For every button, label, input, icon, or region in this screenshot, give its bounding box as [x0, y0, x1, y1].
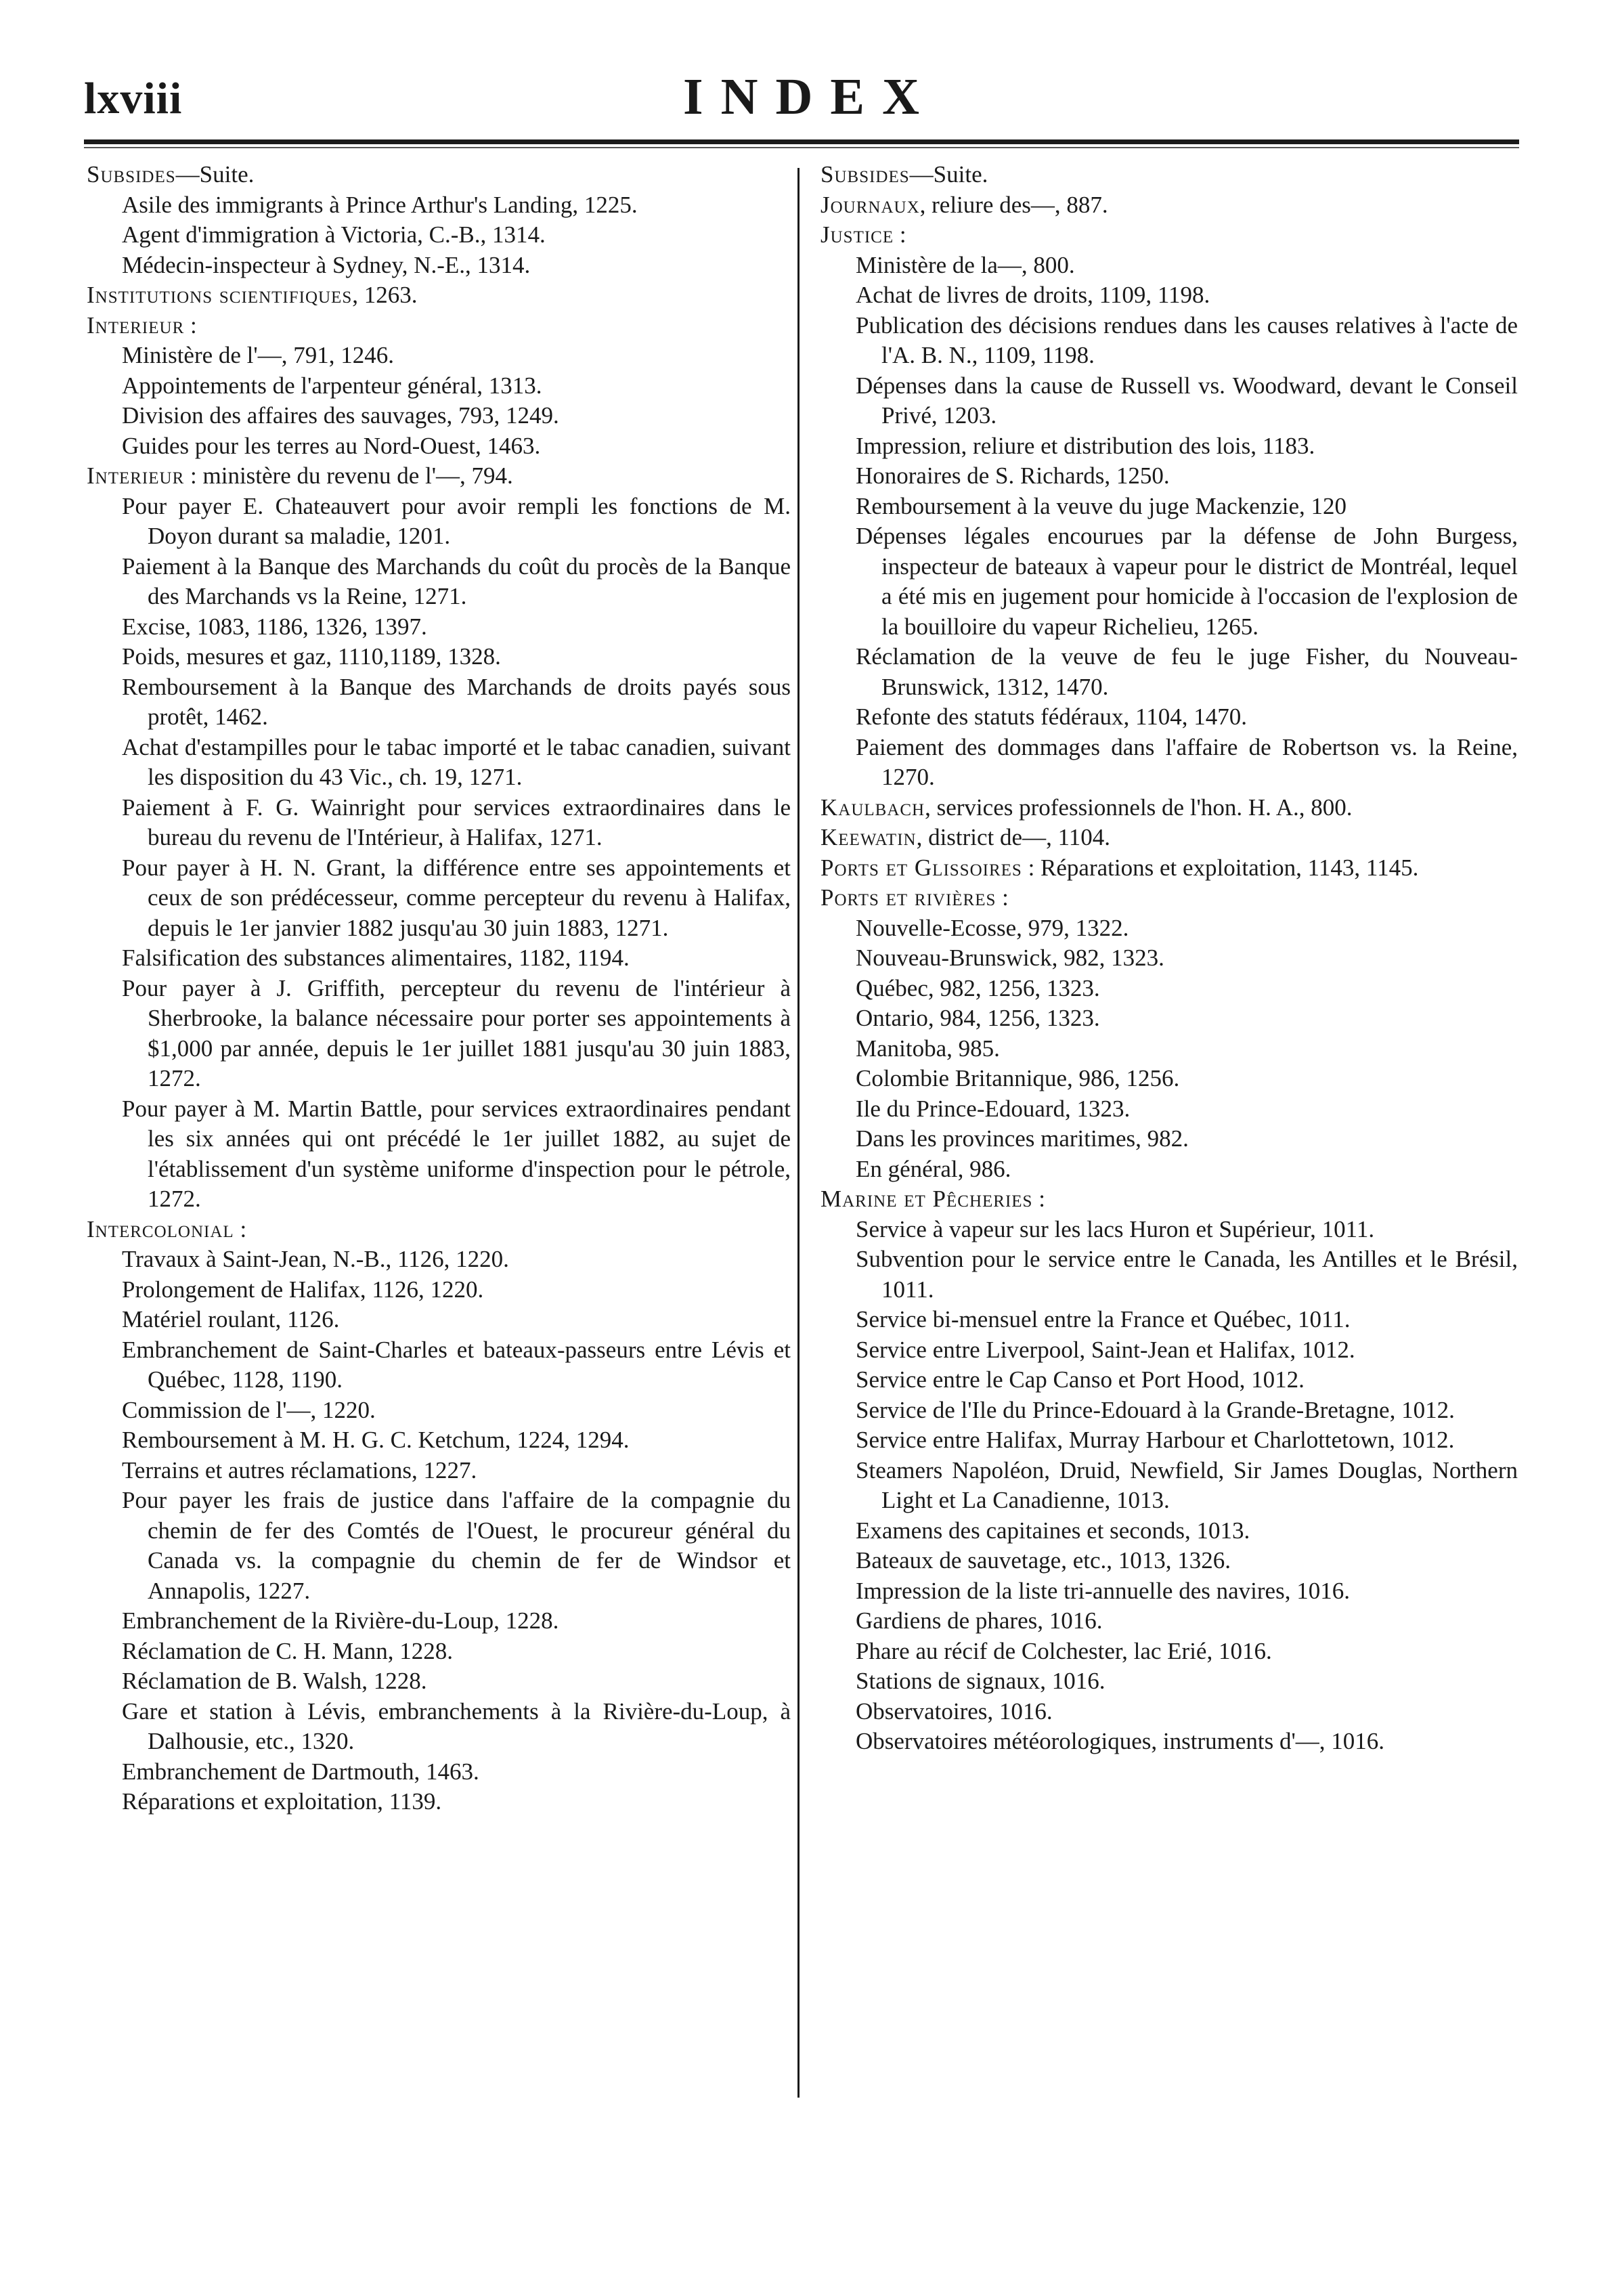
index-entry: Observatoires météorologiques, instruments d'—, 1016. [856, 1728, 1385, 1754]
index-entry: Ontario, 984, 1256, 1323. [856, 1005, 1100, 1031]
index-entry: Service de l'Ile du Prince-Edouard à la Grande-Bretagne, 1012. [856, 1396, 1455, 1423]
index-entry: Remboursement à la veuve du juge Mackenzie, 120 [856, 492, 1347, 519]
index-entry: Réclamation de la veuve de feu le juge Fisher, du Nouveau-Brunswick, 1312, 1470. [856, 643, 1518, 700]
index-entry: Phare au récif de Colchester, lac Erié, 1016. [856, 1637, 1272, 1664]
index-entry: Guides pour les terres au Nord-Ouest, 1463. [122, 432, 541, 459]
index-entry: Québec, 982, 1256, 1323. [856, 974, 1100, 1001]
index-entry: Travaux à Saint-Jean, N.-B., 1126, 1220. [122, 1246, 509, 1272]
index-entry: Pour payer à M. Martin Battle, pour services extraordinaires pendant les six années qui ont précédé le 1er juillet 1882, au sujet de l'établissement d'un système uniforme d'inspection pour le pétrole, 1272. [122, 1095, 791, 1212]
index-entry: Ministère de l'—, 791, 1246. [122, 342, 394, 368]
index-entry: Service entre Liverpool, Saint-Jean et Halifax, 1012. [856, 1336, 1355, 1363]
index-entry: Pour payer à J. Griffith, percepteur du revenu de l'intérieur à Sherbrooke, la balance nécessaire pour porter ses appointements à $1,000 par année, depuis le 1er juillet 1881 jusqu'au 30 juin 1883, 1272. [122, 974, 791, 1091]
index-entry: Service entre le Cap Canso et Port Hood, 1012. [856, 1366, 1305, 1393]
index-entry: En général, 986. [856, 1155, 1011, 1182]
index-entry: Colombie Britannique, 986, 1256. [856, 1065, 1180, 1091]
index-entry: Ile du Prince-Edouard, 1323. [856, 1095, 1131, 1122]
index-entry: Observatoires, 1016. [856, 1697, 1053, 1725]
index-heading: Keewatin, district de—, 1104. [820, 824, 1111, 850]
index-heading: Institutions scientifiques, 1263. [87, 282, 418, 308]
index-entry: Embranchement de Saint-Charles et bateaux-passeurs entre Lévis et Québec, 1128, 1190. [122, 1336, 791, 1393]
index-entry: Dans les provinces maritimes, 982. [856, 1125, 1189, 1152]
index-entry: Paiement des dommages dans l'affaire de Robertson vs. la Reine, 1270. [856, 733, 1518, 790]
page-title: INDEX [683, 68, 937, 125]
index-entry: Gare et station à Lévis, embranchements à la Rivière-du-Loup, à Dalhousie, etc., 1320. [122, 1697, 791, 1754]
index-entry: Pour payer à H. N. Grant, la différence entre ses appointements et ceux de son prédécesseur, comme percepteur du revenu à Halifax, depuis le 1er janvier 1882 jusqu'au 30 juin 1883, 1271. [122, 854, 791, 941]
index-heading: Ports et rivières : [820, 884, 1009, 911]
index-entry: Pour payer E. Chateauvert pour avoir rempli les fonctions de M. Doyon durant sa maladie, 1201. [122, 492, 791, 549]
index-heading: Intercolonial : [87, 1215, 247, 1242]
index-heading: Subsides—Suite. [87, 161, 255, 188]
index-entry: Division des affaires des sauvages, 793, 1249. [122, 402, 559, 429]
index-entry: Paiement à F. G. Wainright pour services extraordinaires dans le bureau du revenu de l'Intérieur, à Halifax, 1271. [122, 794, 791, 850]
index-entry: Gardiens de phares, 1016. [856, 1607, 1103, 1634]
index-heading: Kaulbach, services professionnels de l'hon. H. A., 800. [820, 794, 1353, 821]
index-entry: Honoraires de S. Richards, 1250. [856, 462, 1170, 489]
index-entry: Excise, 1083, 1186, 1326, 1397. [122, 613, 427, 640]
left-column [87, 160, 791, 1817]
header-rule [84, 139, 1519, 144]
index-entry: Subvention pour le service entre le Canada, les Antilles et le Brésil, 1011. [856, 1246, 1518, 1303]
index-entry: Terrains et autres réclamations, 1227. [122, 1456, 477, 1483]
index-entry: Poids, mesures et gaz, 1110,1189, 1328. [122, 643, 501, 670]
index-entry: Manitoba, 985. [856, 1035, 1000, 1062]
index-heading: Ports et Glissoires : Réparations et exploitation, 1143, 1145. [820, 854, 1419, 881]
index-entry: Appointements de l'arpenteur général, 1313. [122, 372, 542, 399]
index-entry: Dépenses dans la cause de Russell vs. Woodward, devant le Conseil Privé, 1203. [856, 372, 1518, 429]
index-entry: Publication des décisions rendues dans les causes relatives à l'acte de l'A. B. N., 1109, 1198. [856, 311, 1518, 368]
index-entry: Service entre Halifax, Murray Harbour et Charlottetown, 1012. [856, 1427, 1455, 1453]
index-entry: Falsification des substances alimentaires, 1182, 1194. [122, 945, 630, 971]
index-entry: Achat d'estampilles pour le tabac importé et le tabac canadien, suivant les disposition du 43 Vic., ch. 19, 1271. [122, 733, 791, 790]
index-entry: Refonte des statuts fédéraux, 1104, 1470. [856, 703, 1248, 730]
column-divider [797, 168, 800, 2098]
index-heading: Interieur : [87, 311, 197, 339]
index-entry: Impression de la liste tri-annuelle des navires, 1016. [856, 1577, 1350, 1604]
index-entry: Agent d'immigration à Victoria, C.-B., 1314. [122, 221, 546, 248]
page-number: lxviii [84, 74, 183, 123]
index-entry: Réclamation de B. Walsh, 1228. [122, 1668, 427, 1694]
index-entry: Prolongement de Halifax, 1126, 1220. [122, 1276, 484, 1303]
index-entry: Examens des capitaines et seconds, 1013. [856, 1517, 1250, 1544]
index-heading: Justice : [820, 221, 906, 248]
right-column [820, 160, 1518, 1757]
index-entry: Service à vapeur sur les lacs Huron et Supérieur, 1011. [856, 1215, 1375, 1242]
index-heading: Marine et Pêcheries : [820, 1186, 1045, 1212]
index-heading: Journaux, reliure des—, 887. [820, 191, 1108, 218]
index-entry: Dépenses légales encourues par la défense de John Burgess, inspecteur de bateaux à vapeur pour le district de Montréal, lequel a été mis en jugement pour homicide à l'occasion de l'explosion de la bouilloire du vapeur Richelieu, 1265. [856, 523, 1518, 640]
index-entry: Médecin-inspecteur à Sydney, N.-E., 1314. [122, 251, 531, 278]
index-entry: Remboursement à M. H. G. C. Ketchum, 1224, 1294. [122, 1427, 630, 1453]
index-entry: Matériel roulant, 1126. [122, 1306, 340, 1333]
index-entry: Impression, reliure et distribution des lois, 1183. [856, 432, 1315, 459]
index-entry: Stations de signaux, 1016. [856, 1668, 1105, 1694]
index-entry: Remboursement à la Banque des Marchands de droits payés sous protêt, 1462. [122, 673, 791, 730]
header-rule-thin [84, 147, 1519, 148]
index-entry: Commission de l'—, 1220. [122, 1396, 376, 1423]
index-entry: Réclamation de C. H. Mann, 1228. [122, 1637, 453, 1664]
index-entry: Asile des immigrants à Prince Arthur's Landing, 1225. [122, 191, 638, 218]
index-entry: Embranchement de Dartmouth, 1463. [122, 1758, 479, 1785]
index-entry: Steamers Napoléon, Druid, Newfield, Sir James Douglas, Northern Light et La Canadienne, 1013. [856, 1456, 1518, 1513]
index-heading: Interieur : ministère du revenu de l'—, 794. [87, 462, 513, 489]
index-entry: Bateaux de sauvetage, etc., 1013, 1326. [856, 1547, 1231, 1574]
index-entry: Ministère de la—, 800. [856, 251, 1075, 278]
index-entry: Pour payer les frais de justice dans l'affaire de la compagnie du chemin de fer des Comtés de l'Ouest, le procureur général du Canada vs. la compagnie du chemin de fer de Windsor et Annapolis, 1227. [122, 1487, 791, 1604]
index-entry: Nouvelle-Ecosse, 979, 1322. [856, 914, 1129, 941]
index-heading: Subsides—Suite. [820, 161, 988, 188]
index-entry: Achat de livres de droits, 1109, 1198. [856, 282, 1210, 308]
index-entry: Réparations et exploitation, 1139. [122, 1788, 442, 1815]
index-entry: Nouveau-Brunswick, 982, 1323. [856, 945, 1164, 971]
index-entry: Paiement à la Banque des Marchands du coût du procès de la Banque des Marchands vs la Reine, 1271. [122, 553, 791, 609]
index-entry: Embranchement de la Rivière-du-Loup, 1228. [122, 1607, 559, 1634]
index-entry: Service bi-mensuel entre la France et Québec, 1011. [856, 1306, 1351, 1333]
